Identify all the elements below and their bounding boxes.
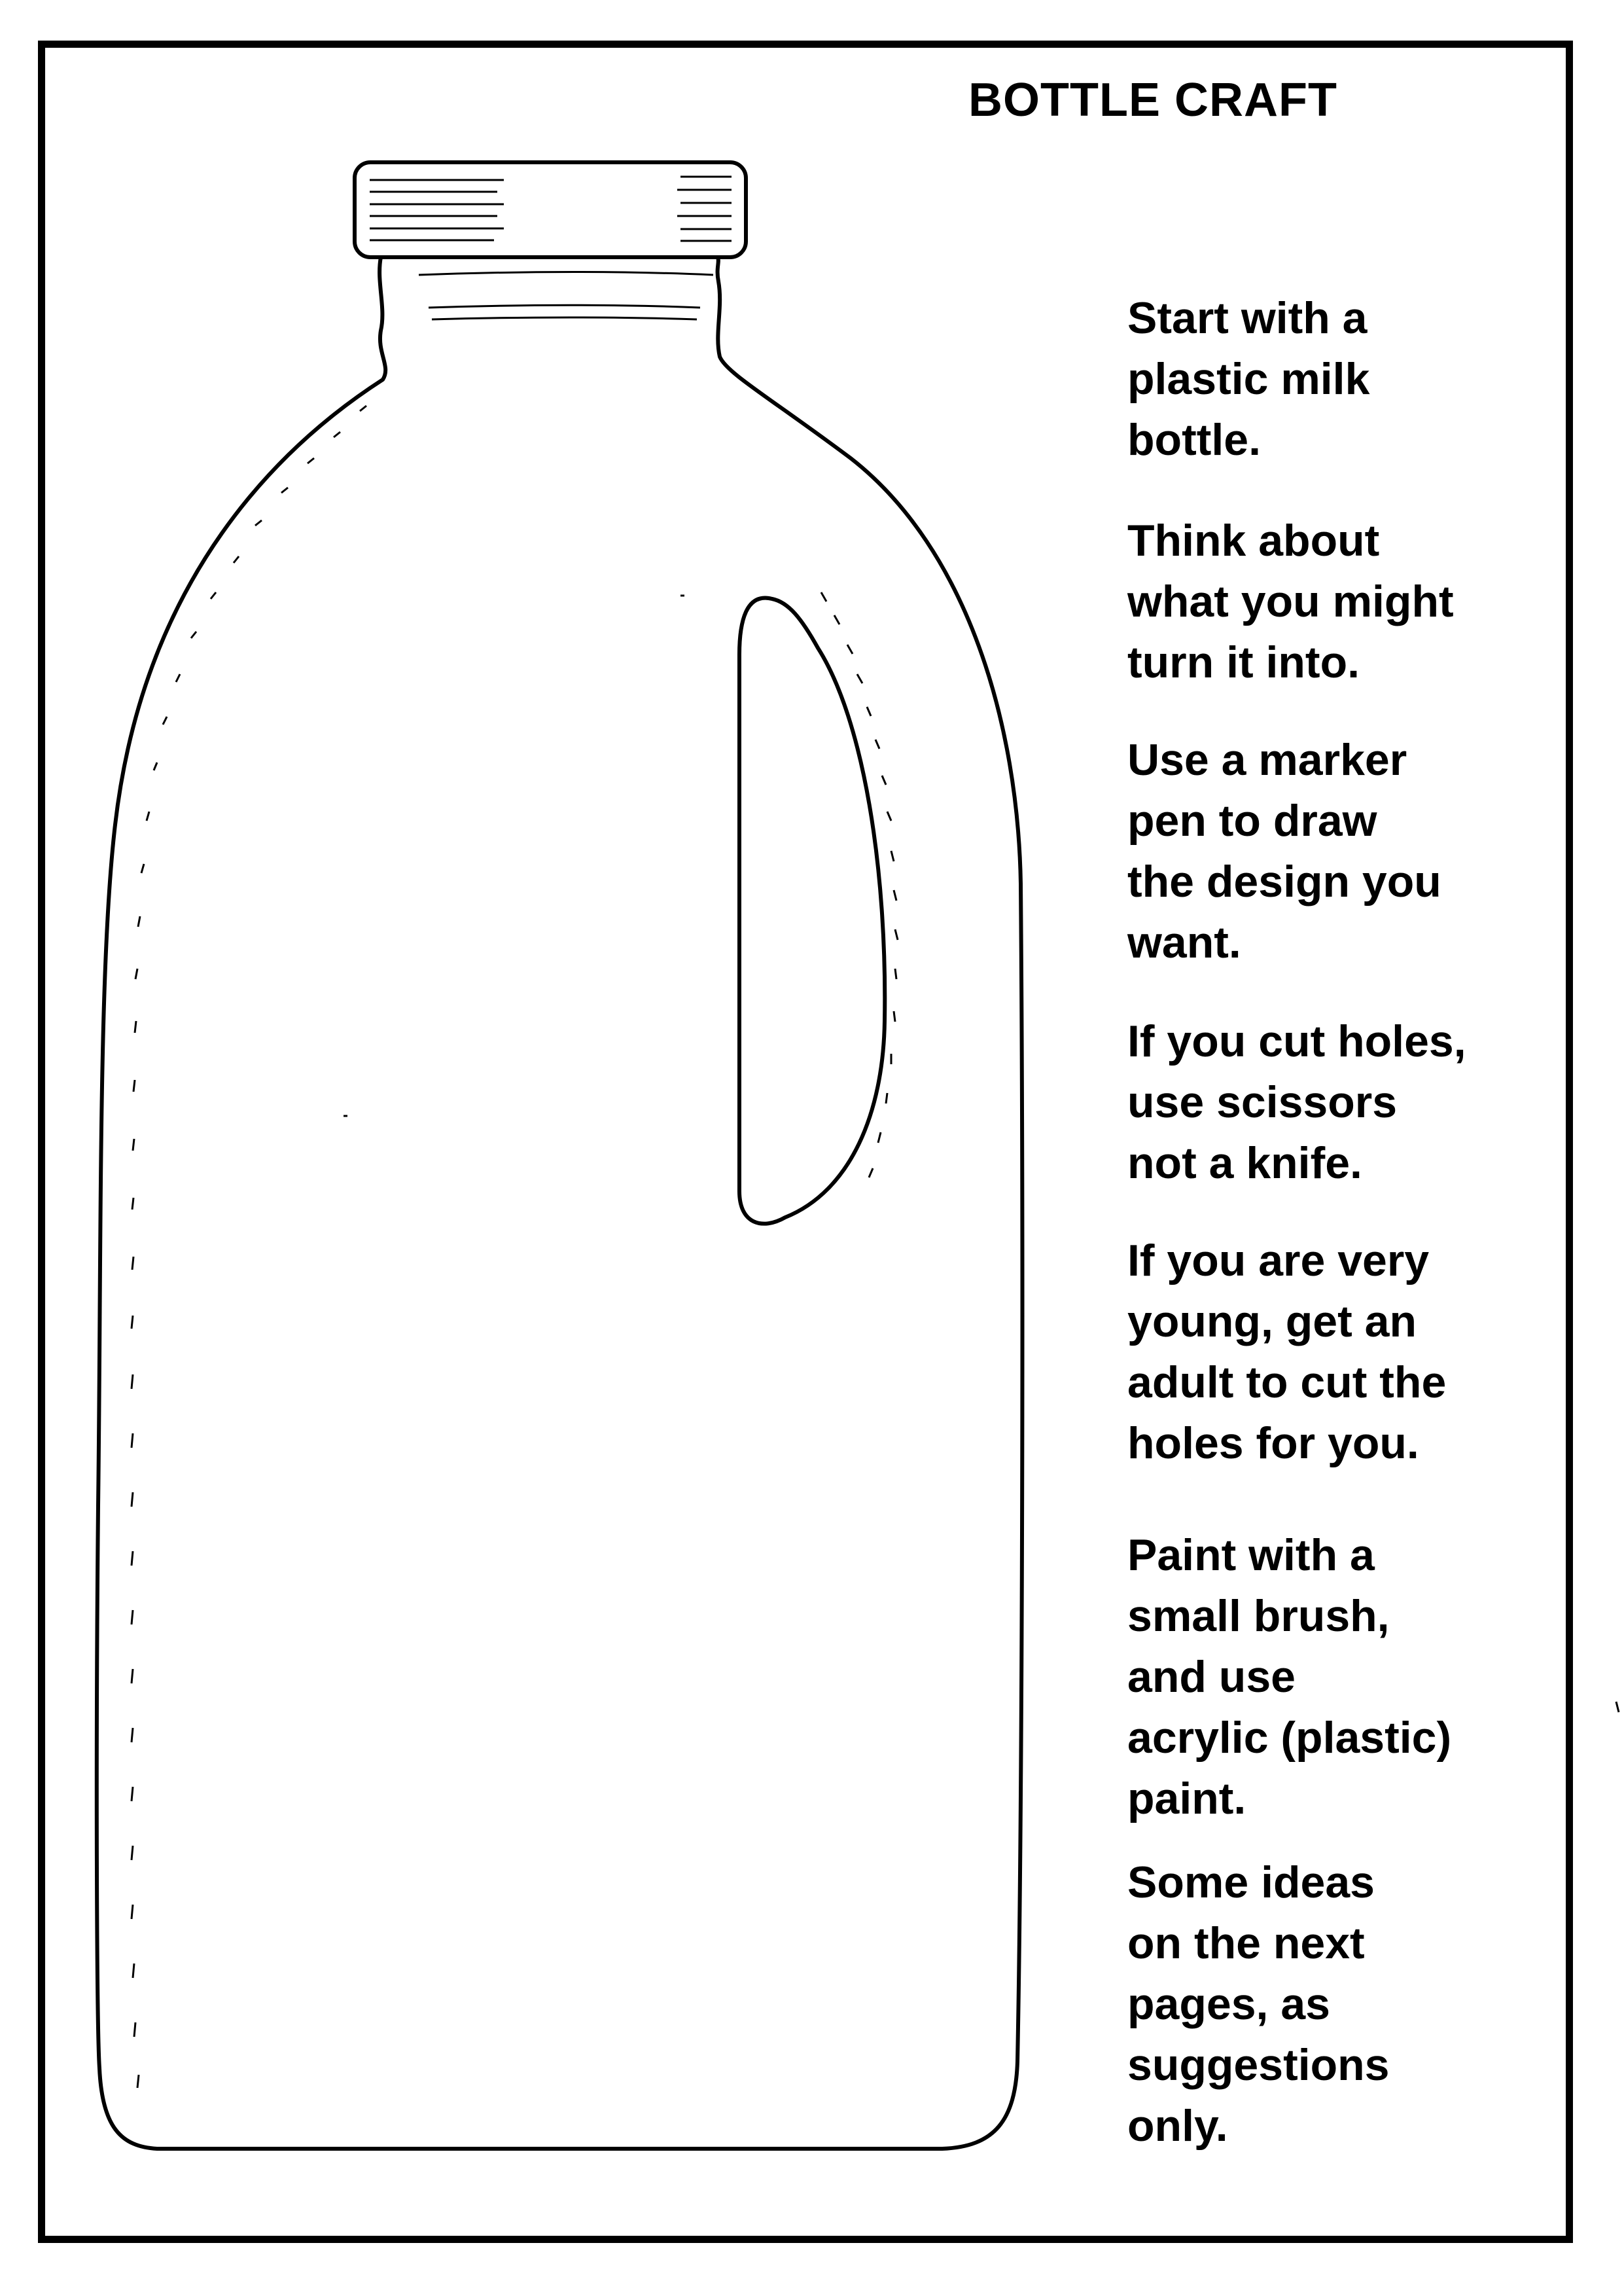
step-paint: Paint with a small brush, and use acrylic (plastic) paint. (1127, 1530, 1452, 1823)
step-some-ideas: Some ideas on the next pages, as suggestions only. (1127, 1857, 1390, 2151)
step-start-bottle: Start with a plastic milk bottle. (1127, 293, 1370, 465)
bottle-cap (355, 162, 746, 257)
page-title: BOTTLE CRAFT (968, 74, 1337, 126)
bottle-body (97, 257, 1023, 2149)
step-marker-pen: Use a marker pen to draw the design you want. (1127, 735, 1441, 967)
step-cut-holes: If you cut holes, use scissors not a knife. (1127, 1016, 1466, 1188)
step-think-about: Think about what you might turn it into. (1127, 516, 1454, 687)
step-young-adult: If you are very young, get an adult to cut the holes for you. (1127, 1236, 1447, 1468)
